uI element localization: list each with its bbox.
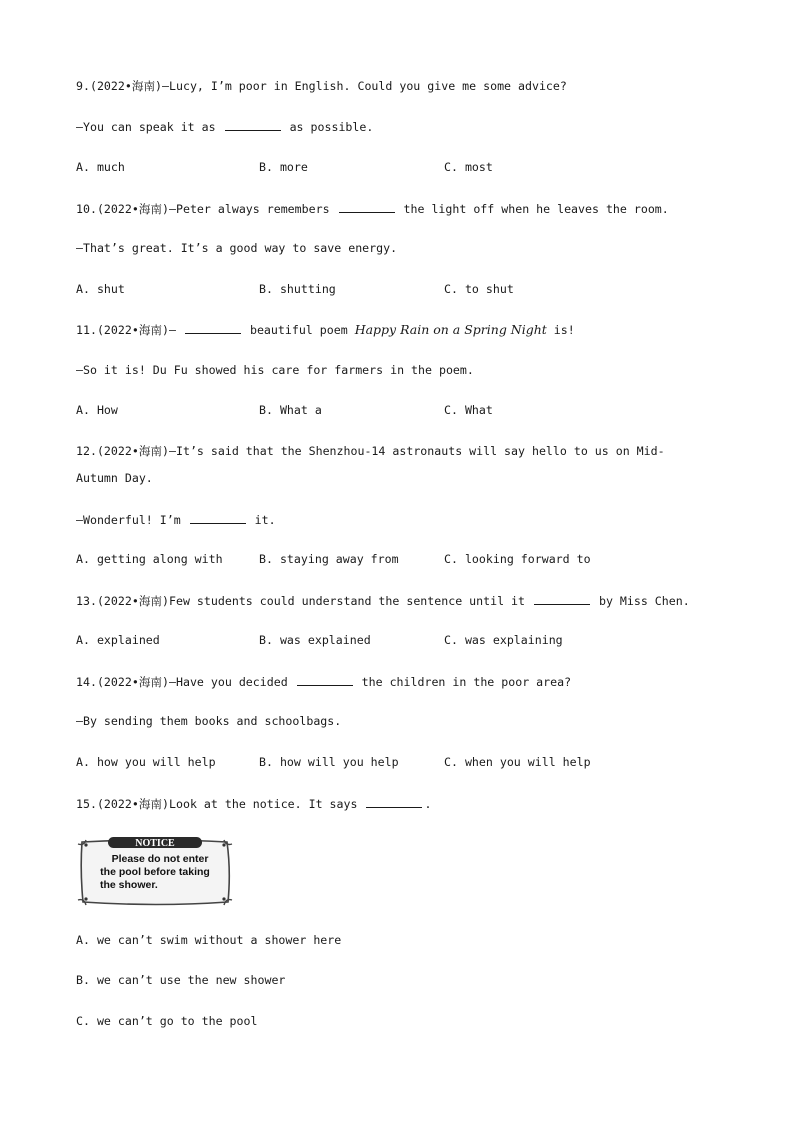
- question-15-stem: 15.(2022•海南)Look at the notice. It says .: [76, 797, 432, 811]
- option-a: A. much: [76, 160, 125, 174]
- option-c: C. to shut: [444, 282, 514, 296]
- question-9-response: —You can speak it as as possible.: [76, 120, 374, 134]
- notice-line-1: Please do not enter: [111, 853, 209, 865]
- option-b: B. how will you help: [259, 755, 399, 769]
- option-b: B. was explained: [259, 633, 371, 647]
- question-10-response: —That’s great. It’s a good way to save energy.: [76, 241, 398, 255]
- question-9-stem: 9.(2022•海南)—Lucy, I’m poor in English. Could you give me some advice?: [76, 79, 567, 93]
- option-a: A. shut: [76, 282, 125, 296]
- option-a: A. we can’t swim without a shower here: [76, 933, 342, 947]
- question-14-stem: 14.(2022•海南)—Have you decided the children in the poor area?: [76, 675, 572, 689]
- option-a: A. getting along with: [76, 552, 223, 566]
- notice-heading: NOTICE: [135, 838, 175, 849]
- option-c: C. was explaining: [444, 633, 563, 647]
- question-12-response: —Wonderful! I’m it.: [76, 513, 276, 527]
- option-a: A. How: [76, 403, 118, 417]
- question-14-response: —By sending them books and schoolbags.: [76, 714, 342, 728]
- notice-sign: [76, 834, 234, 908]
- question-12-stem-cont: Autumn Day.: [76, 471, 153, 485]
- answer-blank: [190, 511, 246, 524]
- answer-blank: [534, 592, 590, 605]
- question-11-stem: 11.(2022•海南)— beautiful poem Happy Rain on a Spring Night is!: [76, 322, 575, 337]
- answer-blank: [297, 673, 353, 686]
- question-13-stem: 13.(2022•海南)Few students could understand the sentence until it by Miss Chen.: [76, 594, 690, 608]
- option-c: C. What: [444, 403, 493, 417]
- notice-line-2: the pool before taking: [100, 866, 210, 878]
- question-12-stem: 12.(2022•海南)—It’s said that the Shenzhou-14 astronauts will say hello to us on Mid-: [76, 444, 665, 458]
- option-a: A. how you will help: [76, 755, 216, 769]
- question-11-response: —So it is! Du Fu showed his care for farmers in the poem.: [76, 363, 474, 377]
- option-b: B. staying away from: [259, 552, 399, 566]
- option-b: B. we can’t use the new shower: [76, 973, 286, 987]
- option-a: A. explained: [76, 633, 160, 647]
- answer-blank: [225, 118, 281, 131]
- option-c: C. most: [444, 160, 493, 174]
- option-b: B. shutting: [259, 282, 336, 296]
- option-c: C. when you will help: [444, 755, 591, 769]
- answer-blank: [339, 200, 395, 213]
- answer-blank: [185, 321, 241, 334]
- option-c: C. we can’t go to the pool: [76, 1014, 258, 1028]
- option-c: C. looking forward to: [444, 552, 591, 566]
- option-b: B. more: [259, 160, 308, 174]
- option-b: B. What a: [259, 403, 322, 417]
- question-10-stem: 10.(2022•海南)—Peter always remembers the light off when he leaves the room.: [76, 202, 669, 216]
- answer-blank: [366, 795, 422, 808]
- notice-line-3: the shower.: [100, 879, 158, 891]
- poem-title: Happy Rain on a Spring Night: [354, 322, 547, 337]
